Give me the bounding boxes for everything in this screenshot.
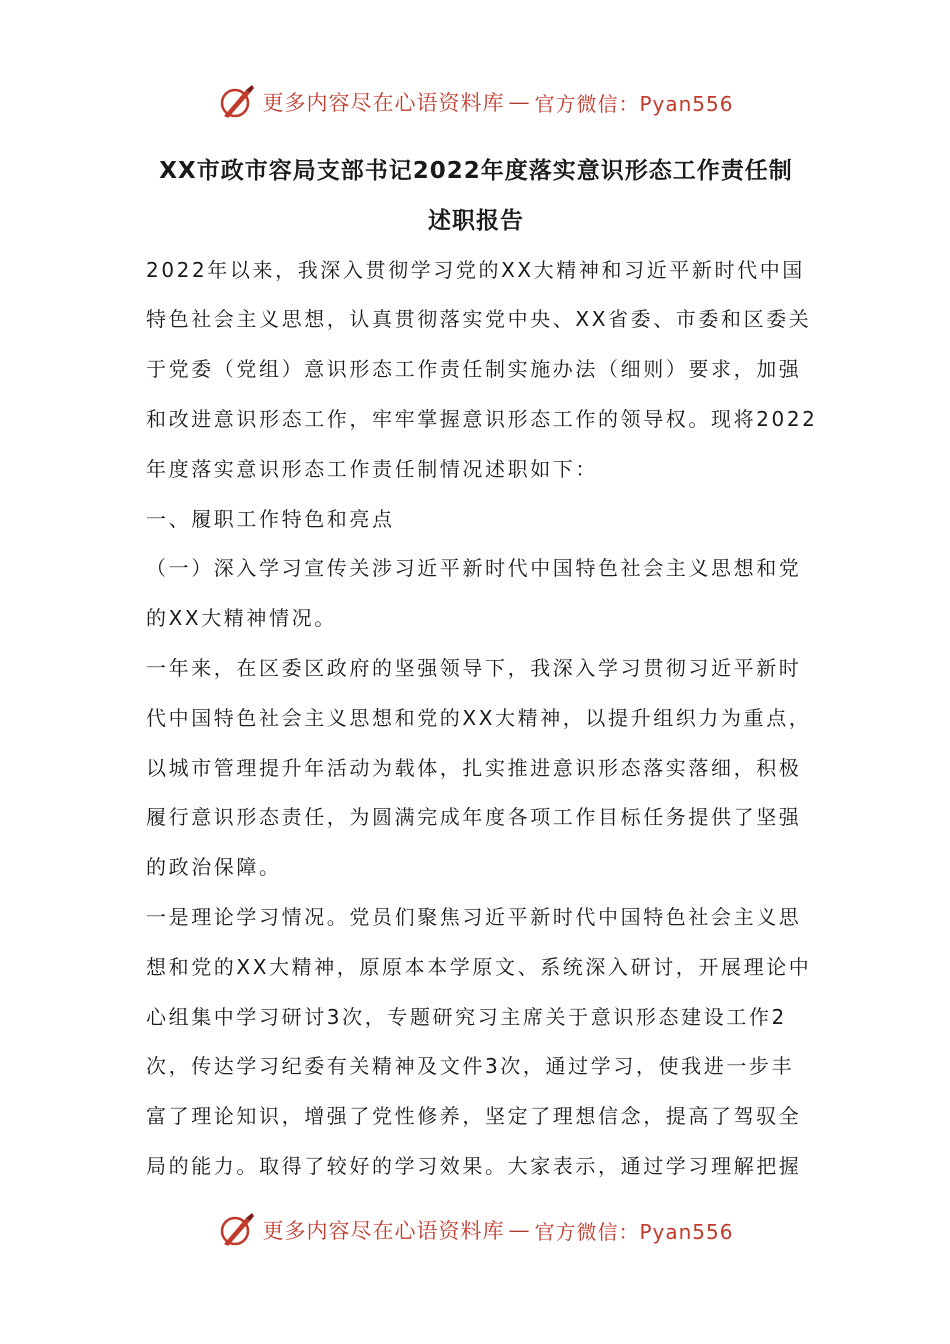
paragraph-line: 履行意识形态责任，为圆满完成年度各项工作目标任务提供了坚强 [146, 805, 802, 830]
intro-paragraph [146, 246, 818, 495]
subheading-line: （一）深入学习宣传关涉习近平新时代中国特色社会主义思想和党 [146, 556, 802, 581]
paragraph-line: 特色社会主义思想，认真贯彻落实党中央、XX省委、市委和区委关 [146, 307, 812, 332]
watermark-banner-bottom [0, 1208, 950, 1252]
paragraph-line: 年度落实意识形态工作责任制情况述职如下： [146, 456, 598, 481]
watermark-text: 更多内容尽在心语资料库 [262, 1219, 505, 1243]
body-paragraph [146, 644, 812, 893]
watermark-banner-top [0, 80, 950, 124]
paragraph-line: 的政治保障。 [146, 855, 282, 880]
watermark-contact: 官方微信：Pyan556 [534, 91, 734, 116]
paragraph-line: 局的能力。取得了较好的学习效果。大家表示，通过学习理解把握 [146, 1153, 802, 1178]
title-line: XX市政市容局支部书记2022年度落实意识形态工作责任制 [159, 158, 793, 184]
paragraph-line: 心组集中学习研讨3次，专题研究习主席关于意识形态建设工作2 [146, 1004, 787, 1029]
document-body [146, 146, 818, 1192]
paragraph-line: 代中国特色社会主义思想和党的XX大精神，以提升组织力为重点， [146, 705, 812, 730]
paragraph-line: 一年来，在区委区政府的坚强领导下，我深入学习贯彻习近平新时 [146, 655, 802, 680]
subheading-line: 的XX大精神情况。 [146, 606, 337, 631]
title-line: 述职报告 [428, 207, 524, 234]
document-title [146, 146, 806, 246]
body-paragraph [146, 893, 812, 1192]
paragraph-line: 想和党的XX大精神，原原本本学原文、系统深入研讨，开展理论中 [146, 954, 812, 979]
paragraph-line: 2022年以来，我深入贯彻学习党的XX大精神和习近平新时代中国 [146, 257, 805, 282]
watermark-contact: 官方微信：Pyan556 [534, 1219, 734, 1244]
section-heading [146, 495, 806, 545]
watermark-separator: — [508, 1218, 531, 1242]
paragraph-line: 和改进意识形态工作，牢牢掌握意识形态工作的领导权。现将2022 [146, 406, 818, 431]
heading-line: 一、履职工作特色和亮点 [146, 506, 395, 531]
paragraph-line: 一是理论学习情况。党员们聚焦习近平新时代中国特色社会主义思 [146, 904, 802, 929]
watermark-separator: — [508, 90, 531, 114]
paragraph-line: 富了理论知识，增强了党性修养，坚定了理想信念，提高了驾驭全 [146, 1104, 802, 1129]
subsection-heading [146, 544, 806, 644]
paragraph-line: 于党委（党组）意识形态工作责任制实施办法（细则）要求，加强 [146, 357, 802, 382]
pen-in-circle-logo-icon [216, 1210, 256, 1250]
pen-in-circle-logo-icon [216, 82, 256, 122]
paragraph-line: 以城市管理提升年活动为载体，扎实推进意识形态落实落细，积极 [146, 755, 802, 780]
paragraph-line: 次，传达学习纪委有关精神及文件3次，通过学习，使我进一步丰 [146, 1054, 795, 1079]
watermark-text: 更多内容尽在心语资料库 [262, 91, 505, 115]
